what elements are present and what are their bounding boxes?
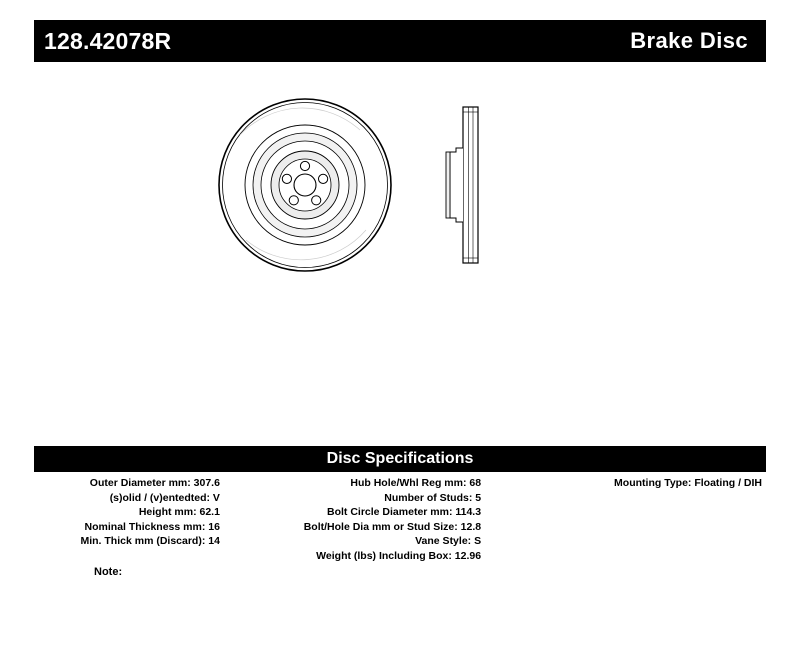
spec-column-3 — [485, 476, 766, 491]
spec-row: Weight (lbs) Including Box: 12.96 — [316, 549, 482, 562]
part-number: 128.42078R — [44, 27, 172, 54]
spec-column-2 — [224, 476, 485, 564]
spec-row: Height mm: 62.1 — [138, 506, 220, 519]
spec-row: Outer Diameter mm: 307.6 — [89, 477, 220, 489]
spec-row: Nominal Thickness mm: 16 — [84, 520, 220, 533]
spec-row: Bolt/Hole Dia mm or Stud Size: 12.8 — [303, 520, 482, 533]
spec-row: Mounting Type: Floating / DIH — [614, 477, 762, 489]
brake-disc-face-view — [219, 99, 391, 271]
spec-row: Number of Studs: 5 — [384, 491, 482, 504]
spec-row: (s)olid / (v)entedted: V — [109, 491, 220, 504]
brake-disc-edge-view — [446, 107, 478, 263]
spec-columns — [34, 476, 766, 564]
note-label: Note: — [94, 566, 123, 578]
product-drawing — [180, 90, 600, 290]
spec-row: Min. Thick mm (Discard): 14 — [80, 535, 220, 548]
page-title: Brake Disc — [630, 28, 748, 53]
brake-disc-svg — [180, 90, 600, 290]
spec-column-1 — [34, 476, 224, 549]
note-row — [34, 566, 766, 578]
spec-row: Hub Hole/Whl Reg mm: 68 — [350, 477, 482, 489]
header-bar — [34, 20, 766, 62]
spec-row: Vane Style: S — [415, 535, 482, 548]
spec-row: Bolt Circle Diameter mm: 114.3 — [327, 506, 482, 519]
spec-section-title: Disc Specifications — [34, 446, 766, 472]
